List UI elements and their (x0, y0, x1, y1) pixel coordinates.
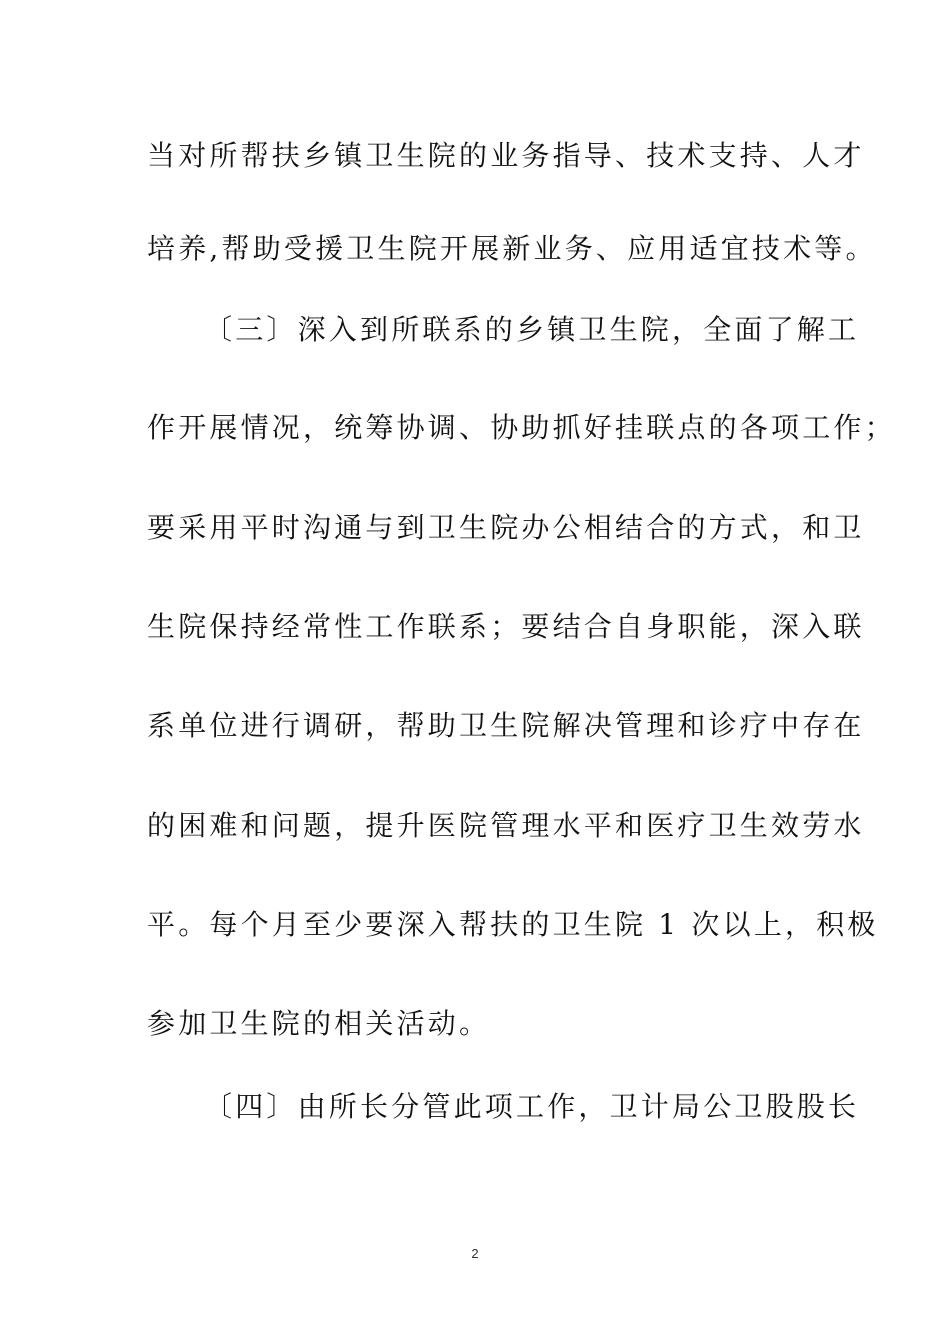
paragraph-3-line-5: 系单位进行调研，帮助卫生院解决管理和诊疗中存在 (147, 709, 865, 742)
body-line-1: 当对所帮扶乡镇卫生院的业务指导、技术支持、人才 (147, 139, 865, 172)
paragraph-3-line-7: 平。每个月至少要深入帮扶的卫生院 1 次以上，积极 (147, 908, 879, 941)
paragraph-4-line-1: 〔四〕由所长分管此项工作，卫计局公卫股股长 (204, 1090, 860, 1123)
body-line-2: 培养,帮助受援卫生院开展新业务、应用适宜技术等。 (147, 232, 877, 265)
paragraph-3-line-6: 的困难和问题，提升医院管理水平和医疗卫生效劳水 (147, 809, 865, 842)
paragraph-3-line-8: 参加卫生院的相关活动。 (147, 1007, 491, 1040)
paragraph-3-line-1: 〔三〕深入到所联系的乡镇卫生院，全面了解工 (204, 313, 860, 346)
page-number: 2 (471, 1246, 479, 1261)
paragraph-3-line-2: 作开展情况，统筹协调、协助抓好挂联点的各项工作； (147, 411, 896, 444)
paragraph-3-line-4: 生院保持经常性工作联系；要结合自身职能，深入联 (147, 610, 865, 643)
paragraph-3-line-3: 要采用平时沟通与到卫生院办公相结合的方式，和卫 (147, 511, 865, 544)
